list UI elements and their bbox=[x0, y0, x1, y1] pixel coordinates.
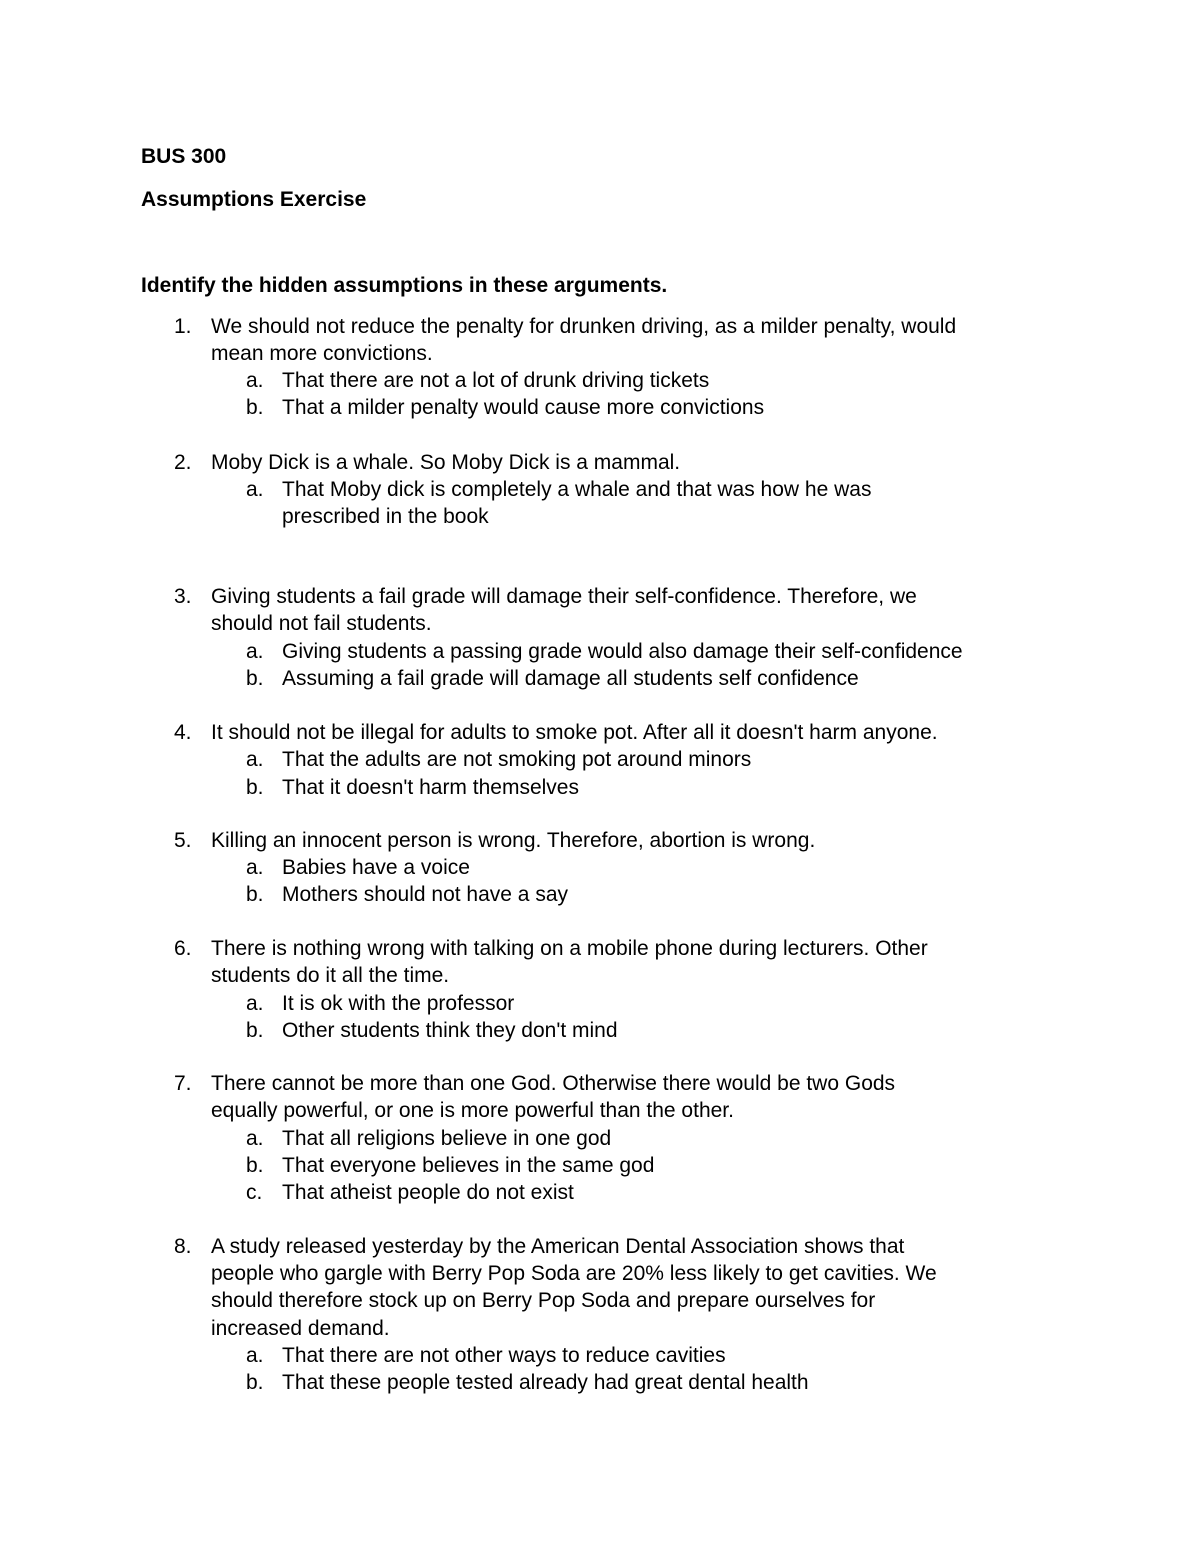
question-text: Giving students a fail grade will damage their self-confidence. Therefore, we should not fail students. bbox=[211, 585, 917, 636]
answer-text: That everyone believes in the same god bbox=[282, 1154, 655, 1177]
instructions-heading: Identify the hidden assumptions in these arguments. bbox=[141, 274, 668, 297]
answer-letter: b. bbox=[246, 776, 264, 799]
answer-letter: b. bbox=[246, 396, 264, 419]
question-text: Moby Dick is a whale. So Moby Dick is a mammal. bbox=[211, 451, 681, 474]
answer-letter: a. bbox=[246, 1344, 264, 1367]
question-number: 3. bbox=[174, 585, 192, 608]
answer-letter: b. bbox=[246, 1019, 264, 1042]
answer-letter: b. bbox=[246, 883, 264, 906]
answer-letter: a. bbox=[246, 992, 264, 1015]
question-number: 5. bbox=[174, 829, 192, 852]
answer-text: That there are not other ways to reduce cavities bbox=[282, 1344, 726, 1367]
answer-text: Babies have a voice bbox=[282, 856, 470, 879]
answer-letter: a. bbox=[246, 748, 264, 771]
question-text: There is nothing wrong with talking on a mobile phone during lecturers. Other students do it all the time. bbox=[211, 937, 928, 988]
question-number: 7. bbox=[174, 1072, 192, 1095]
answer-letter: a. bbox=[246, 640, 264, 663]
question-number: 8. bbox=[174, 1235, 192, 1258]
answer-text: That Moby dick is completely a whale and that was how he was prescribed in the book bbox=[282, 478, 872, 529]
answer-text: It is ok with the professor bbox=[282, 992, 515, 1015]
answer-text: That the adults are not smoking pot around minors bbox=[282, 748, 752, 771]
answer-text: Other students think they don't mind bbox=[282, 1019, 618, 1042]
page-title: Assumptions Exercise bbox=[141, 188, 367, 211]
answer-letter: a. bbox=[246, 856, 264, 879]
answer-text: That atheist people do not exist bbox=[282, 1181, 574, 1204]
answer-letter: b. bbox=[246, 1154, 264, 1177]
answer-letter: a. bbox=[246, 478, 264, 501]
answer-text: That there are not a lot of drunk driving tickets bbox=[282, 369, 710, 392]
question-text: We should not reduce the penalty for drunken driving, as a milder penalty, would mean more convictions. bbox=[211, 315, 957, 366]
answer-text: Giving students a passing grade would also damage their self-confidence bbox=[282, 640, 963, 663]
answer-letter: b. bbox=[246, 1371, 264, 1394]
course-code: BUS 300 bbox=[141, 145, 227, 168]
answer-text: That a milder penalty would cause more convictions bbox=[282, 396, 765, 419]
answer-letter: c. bbox=[246, 1181, 263, 1204]
question-number: 2. bbox=[174, 451, 192, 474]
question-text: A study released yesterday by the American Dental Association shows that people who gargle with Berry Pop Soda are 20% less likely to get cavities. We should therefore stock up on Berry Pop Soda and prepare ourselves for increased demand. bbox=[211, 1235, 937, 1340]
question-text: There cannot be more than one God. Otherwise there would be two Gods equally powerful, or one is more powerful than the other. bbox=[211, 1072, 896, 1123]
question-number: 4. bbox=[174, 721, 192, 744]
answer-letter: a. bbox=[246, 1127, 264, 1150]
question-number: 1. bbox=[174, 315, 192, 338]
answer-letter: a. bbox=[246, 369, 264, 392]
answer-letter: b. bbox=[246, 667, 264, 690]
answer-text: Mothers should not have a say bbox=[282, 883, 569, 906]
answer-text: Assuming a fail grade will damage all students self confidence bbox=[282, 667, 859, 690]
answer-text: That all religions believe in one god bbox=[282, 1127, 612, 1150]
question-text: It should not be illegal for adults to smoke pot. After all it doesn't harm anyone. bbox=[211, 721, 938, 744]
question-text: Killing an innocent person is wrong. Therefore, abortion is wrong. bbox=[211, 829, 816, 852]
question-number: 6. bbox=[174, 937, 192, 960]
answer-text: That it doesn't harm themselves bbox=[282, 776, 579, 799]
answer-text: That these people tested already had great dental health bbox=[282, 1371, 809, 1394]
